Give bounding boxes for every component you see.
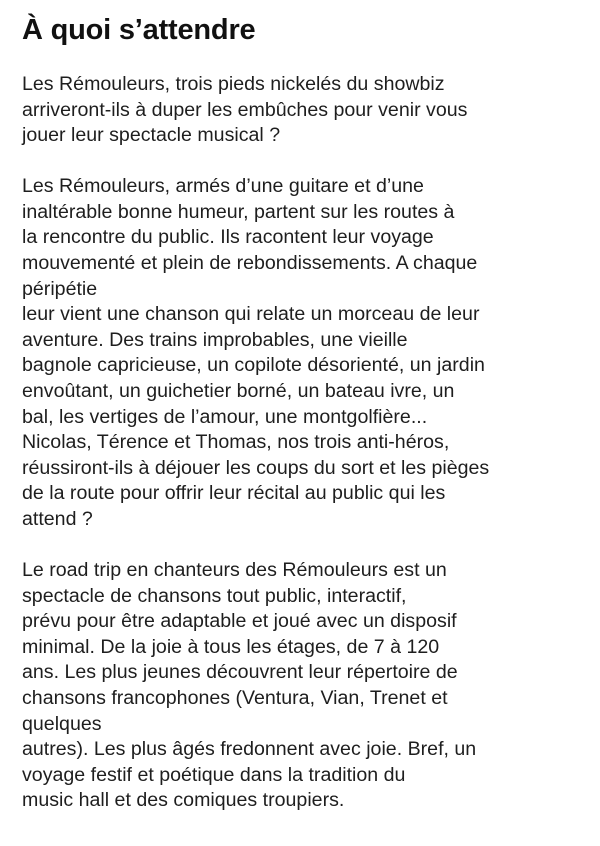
text-line: Le road trip en chanteurs des Rémouleurs est un bbox=[22, 559, 447, 582]
text-line: de la route pour offrir leur récital au public qui les bbox=[22, 482, 446, 505]
text-line: Nicolas, Térence et Thomas, nos trois anti-héros, bbox=[22, 431, 450, 454]
section-title: À quoi s’attendre bbox=[22, 14, 256, 46]
text-line: autres). Les plus âgés fredonnent avec joie. Bref, un bbox=[22, 738, 477, 761]
text-line: réussiront-ils à déjouer les coups du sort et les pièges bbox=[22, 456, 490, 479]
text-line: Les Rémouleurs, armés d’une guitare et d’une bbox=[22, 175, 424, 198]
text-line: music hall et des comiques troupiers. bbox=[22, 789, 345, 812]
text-line: Les Rémouleurs, trois pieds nickelés du showbiz bbox=[22, 73, 445, 95]
text-line: spectacle de chansons tout public, interactif, bbox=[22, 584, 407, 607]
paragraph bbox=[22, 72, 578, 149]
text-line: envoûtant, un guichetier borné, un bateau ivre, un bbox=[22, 380, 455, 403]
text-line: bal, les vertiges de l’amour, une montgolfière... bbox=[22, 405, 428, 428]
text-line: quelques bbox=[22, 712, 102, 735]
text-line: leur vient une chanson qui relate un morceau de leur bbox=[22, 303, 480, 326]
text-line: la rencontre du public. Ils racontent leur voyage bbox=[22, 226, 434, 249]
text-line: péripétie bbox=[22, 277, 98, 300]
text-line: voyage festif et poétique dans la tradition du bbox=[22, 763, 406, 786]
text-line: ans. Les plus jeunes découvrent leur répertoire de bbox=[22, 661, 458, 684]
text-line: arriveront-ils à duper les embûches pour venir vous bbox=[22, 98, 468, 121]
text-line: aventure. Des trains improbables, une vieille bbox=[22, 328, 408, 351]
text-line: mouvementé et plein de rebondissements. A chaque bbox=[22, 252, 478, 275]
text-line: inaltérable bonne humeur, partent sur les routes à bbox=[22, 200, 455, 223]
text-line: bagnole capricieuse, un copilote désorienté, un jardin bbox=[22, 354, 485, 377]
text-line: prévu pour être adaptable et joué avec un disposif bbox=[22, 610, 457, 633]
text-line: chansons francophones (Ventura, Vian, Trenet et bbox=[22, 687, 448, 710]
paragraph bbox=[22, 558, 578, 814]
text-line: jouer leur spectacle musical ? bbox=[22, 124, 281, 147]
text-line: minimal. De la joie à tous les étages, de 7 à 120 bbox=[22, 635, 440, 658]
paragraph bbox=[22, 174, 578, 532]
text-line: attend ? bbox=[22, 508, 93, 530]
article-body bbox=[22, 72, 578, 814]
